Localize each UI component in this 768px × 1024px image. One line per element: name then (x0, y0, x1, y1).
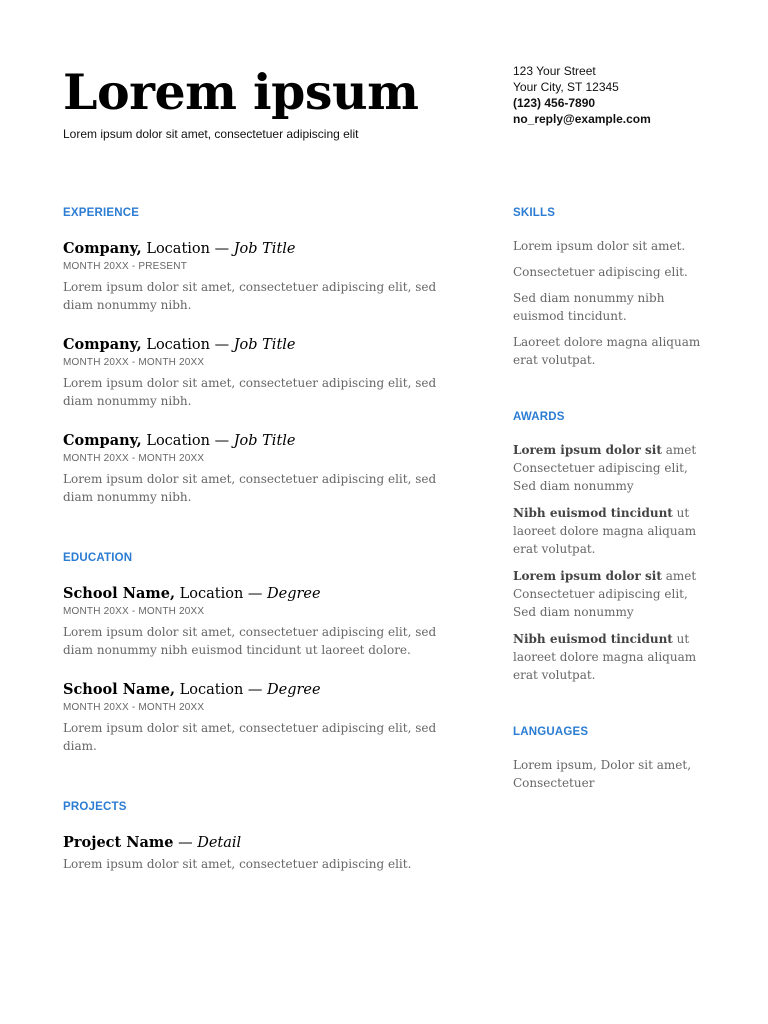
entry-title (63, 833, 443, 853)
entry-degree: Degree (267, 586, 321, 602)
resume-name: Lorem ipsum (63, 63, 419, 121)
award-text: ut laoreet dolore magna aliquam erat volutpat. (513, 506, 697, 556)
award-title: Lorem ipsum dolor sit (513, 443, 662, 457)
entry-description: Lorem ipsum dolor sit amet, consectetuer adipiscing elit. (63, 857, 412, 871)
languages-heading: LANGUAGES (513, 726, 589, 738)
entry-company: Company, (63, 432, 142, 449)
side-column (513, 205, 713, 792)
projects-heading: PROJECTS (63, 801, 127, 813)
award-title: Nibh euismod tincidunt (513, 632, 673, 646)
award-item (513, 630, 713, 684)
contact-block (513, 63, 651, 127)
entry-company: Company, (63, 336, 142, 353)
experience-entry (63, 431, 443, 506)
entry-dates: MONTH 20XX - MONTH 20XX (63, 702, 205, 713)
entry-description: Lorem ipsum dolor sit amet, consectetuer adipiscing elit, sed diam nonummy nibh. (63, 376, 437, 408)
entry-location: Location — (141, 433, 234, 449)
award-text: ut laoreet dolore magna aliquam erat volutpat. (513, 632, 697, 682)
entry-role: Job Title (233, 337, 296, 353)
awards-heading: AWARDS (513, 411, 565, 423)
entry-description: Lorem ipsum dolor sit amet, consectetuer adipiscing elit, sed diam. (63, 721, 437, 753)
entry-title (63, 335, 443, 355)
contact-phone: (123) 456-7890 (513, 96, 596, 110)
contact-street: 123 Your Street (513, 64, 596, 78)
award-text: amet Consectetuer adipiscing elit, Sed diam nonummy (513, 569, 697, 619)
experience-entry (63, 335, 443, 410)
entry-degree: Degree (267, 682, 321, 698)
award-title: Lorem ipsum dolor sit (513, 569, 662, 583)
entry-role: Job Title (233, 241, 296, 257)
contact-city: Your City, ST 12345 (513, 80, 619, 94)
project-entry (63, 833, 443, 873)
education-entry (63, 680, 443, 755)
entry-role: Job Title (233, 433, 296, 449)
entry-school: School Name, (63, 681, 176, 698)
award-item (513, 441, 713, 495)
project-detail: Detail (197, 835, 242, 851)
project-separator: — (173, 835, 198, 851)
skill-item: Lorem ipsum dolor sit amet. (513, 239, 686, 253)
contact-email[interactable]: no_reply@example.com (513, 112, 651, 126)
experience-entry (63, 239, 443, 314)
entry-description: Lorem ipsum dolor sit amet, consectetuer adipiscing elit, sed diam nonummy nibh euismod tincidunt ut laoreet dolore. (63, 625, 437, 657)
entry-title (63, 584, 443, 604)
experience-heading: EXPERIENCE (63, 207, 140, 219)
entry-dates: MONTH 20XX - MONTH 20XX (63, 453, 205, 464)
entry-location: Location — (175, 586, 267, 602)
skills-heading: SKILLS (513, 207, 556, 219)
entry-title (63, 680, 443, 700)
education-heading: EDUCATION (63, 552, 133, 564)
entry-dates: MONTH 20XX - PRESENT (63, 261, 188, 272)
entry-description: Lorem ipsum dolor sit amet, consectetuer adipiscing elit, sed diam nonummy nibh. (63, 472, 437, 504)
entry-location: Location — (175, 682, 267, 698)
education-entry (63, 584, 443, 659)
award-title: Nibh euismod tincidunt (513, 506, 673, 520)
entry-title (63, 239, 443, 259)
entry-company: Company, (63, 240, 142, 257)
main-column (63, 205, 443, 873)
skill-item: Consectetuer adipiscing elit. (513, 265, 688, 279)
languages-text: Lorem ipsum, Dolor sit amet, Consectetuer (513, 758, 692, 790)
entry-dates: MONTH 20XX - MONTH 20XX (63, 357, 205, 368)
entry-school: School Name, (63, 585, 176, 602)
award-item (513, 567, 713, 621)
resume-tagline: Lorem ipsum dolor sit amet, consectetuer adipiscing elit (63, 127, 359, 141)
entry-location: Location — (141, 241, 234, 257)
skill-item: Laoreet dolore magna aliquam erat volutpat. (513, 335, 701, 367)
entry-title (63, 431, 443, 451)
skill-item: Sed diam nonummy nibh euismod tincidunt. (513, 291, 665, 323)
entry-dates: MONTH 20XX - MONTH 20XX (63, 606, 205, 617)
project-name: Project Name (63, 834, 174, 851)
award-item (513, 504, 713, 558)
entry-location: Location — (141, 337, 234, 353)
award-text: amet Consectetuer adipiscing elit, Sed diam nonummy (513, 443, 697, 493)
entry-description: Lorem ipsum dolor sit amet, consectetuer adipiscing elit, sed diam nonummy nibh. (63, 280, 437, 312)
